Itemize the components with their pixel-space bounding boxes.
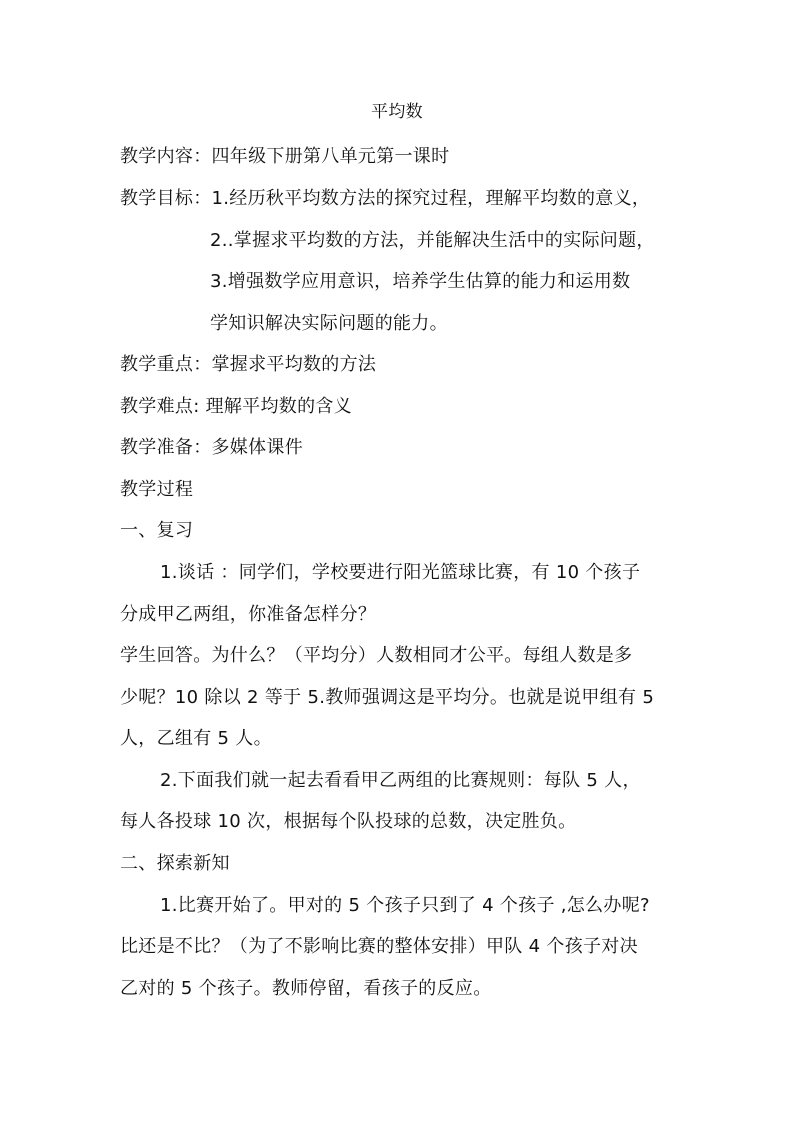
section-review-heading: 一、复习 — [120, 520, 194, 541]
explore-paragraph-1: 1.比赛开始了。甲对的 5 个孩子只到了 4 个孩子 ,怎么办呢? — [160, 895, 650, 916]
explore-paragraph-1-cont: 比还是不比？（为了不影响比赛的整体安排）甲队 4 个孩子对决 — [120, 936, 638, 957]
teaching-preparation: 教学准备：多媒体课件 — [120, 437, 303, 458]
review-paragraph-2-cont: 少呢？10 除以 2 等于 5.教师强调这是平均分。也就是说甲组有 5 — [120, 687, 655, 708]
review-paragraph-1: 1.谈话 ：同学们，学校要进行阳光篮球比赛，有 10 个孩子 — [160, 562, 641, 583]
teaching-process-heading: 教学过程 — [120, 479, 194, 500]
teaching-goal-2: 2..掌握求平均数的方法，并能解决生活中的实际问题， — [210, 230, 655, 251]
section-explore-heading: 二、探索新知 — [120, 853, 230, 874]
explore-paragraph-1-end: 乙对的 5 个孩子。教师停留，看孩子的反应。 — [120, 978, 492, 999]
review-paragraph-3-cont: 每人各投球 10 次，根据每个队投球的总数，决定胜负。 — [120, 811, 577, 832]
review-paragraph-2-end: 人，乙组有 5 人。 — [120, 728, 272, 749]
review-paragraph-2: 学生回答。为什么？（平均分）人数相同才公平。每组人数是多 — [120, 645, 633, 666]
teaching-content: 教学内容：四年级下册第八单元第一课时 — [120, 146, 450, 167]
teaching-goal-3: 3.增强数学应用意识，培养学生估算的能力和运用数 — [210, 271, 631, 292]
teaching-focus: 教学重点：掌握求平均数的方法 — [120, 354, 377, 375]
teaching-goal-3-cont: 学知识解决实际问题的能力。 — [210, 313, 448, 334]
review-paragraph-3: 2.下面我们就一起去看看甲乙两组的比赛规则：每队 5 人， — [160, 770, 641, 791]
review-paragraph-1-cont: 分成甲乙两组，你准备怎样分？ — [120, 604, 377, 625]
teaching-difficulty: 教学难点: 理解平均数的含义 — [120, 396, 352, 417]
document-title: 平均数 — [371, 102, 423, 122]
teaching-goal-1: 教学目标：1.经历秋平均数方法的探究过程，理解平均数的意义， — [120, 188, 651, 209]
